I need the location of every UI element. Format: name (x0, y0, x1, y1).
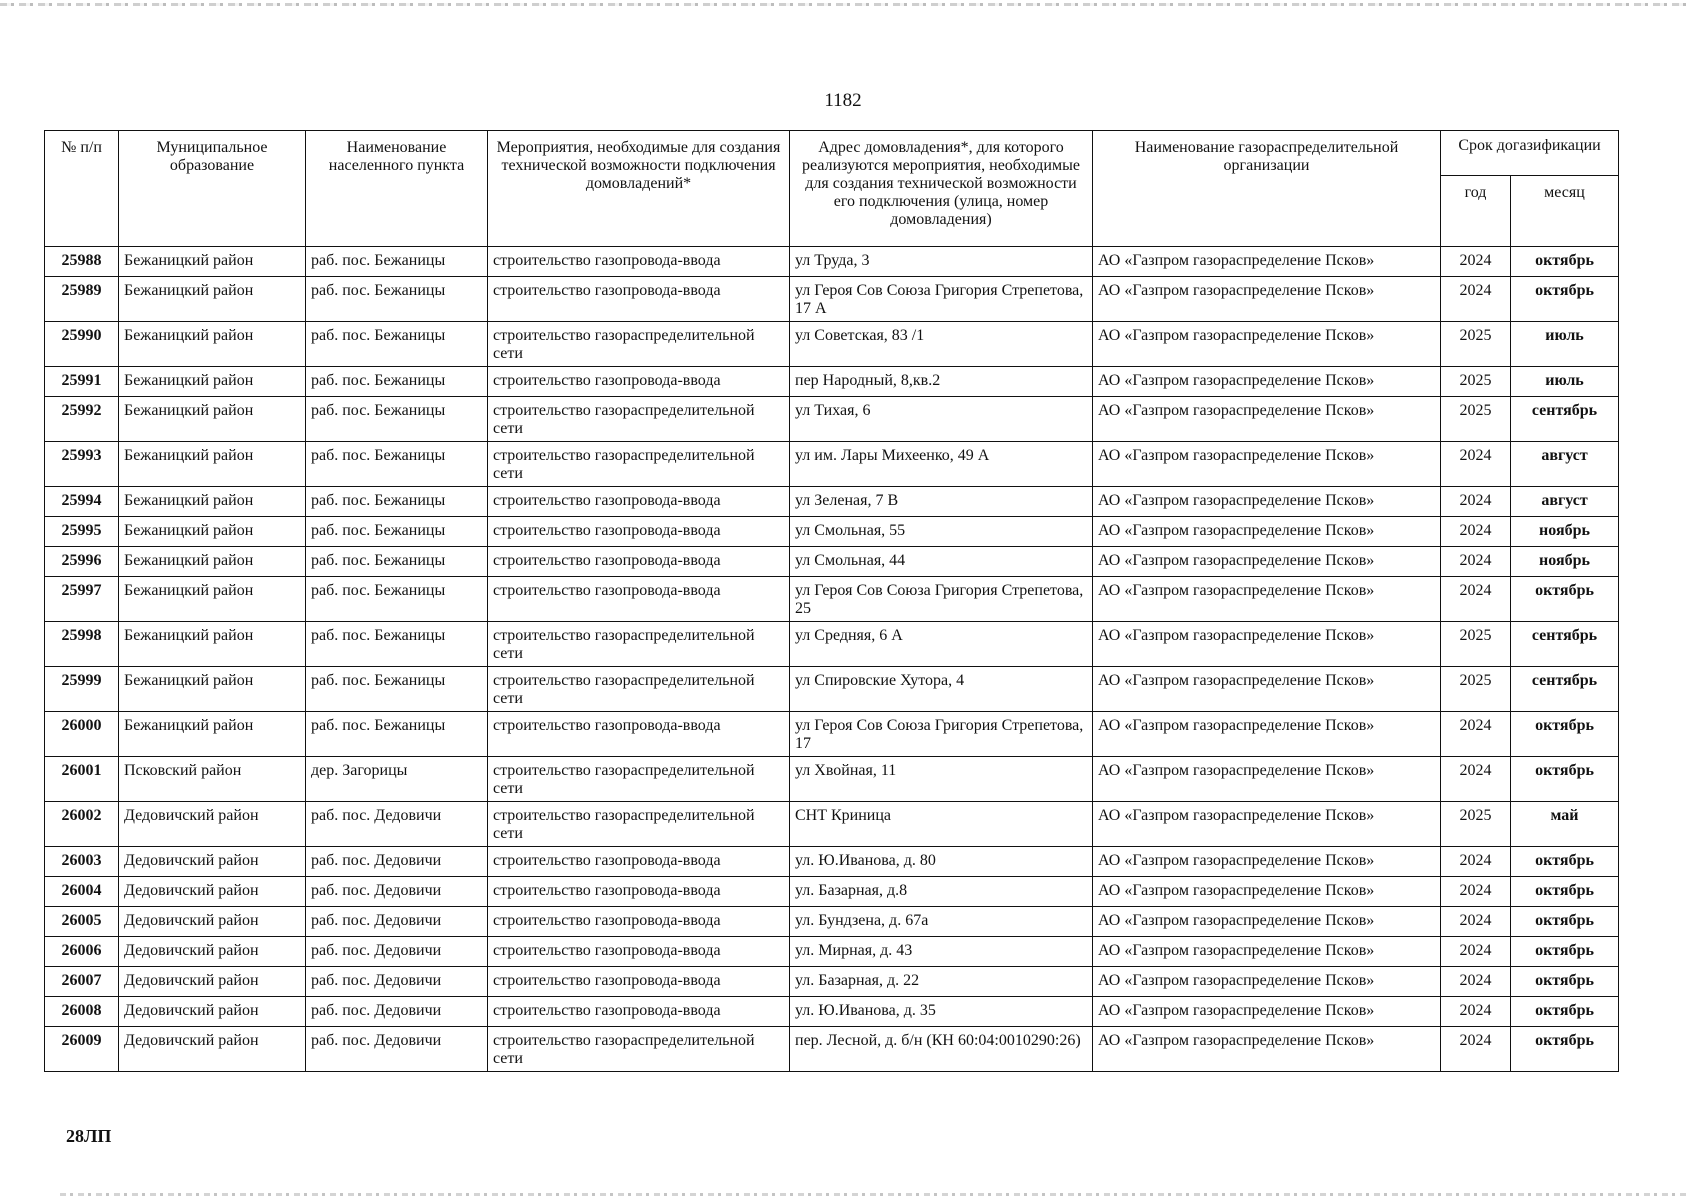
cell-municipality: Бежаницкий район (119, 322, 306, 367)
cell-measure: строительство газопровода-ввода (488, 247, 790, 277)
header-year: год (1441, 176, 1511, 247)
table-header (45, 131, 1619, 247)
table-row (45, 442, 1619, 487)
cell-measure: строительство газопровода-ввода (488, 907, 790, 937)
cell-settlement: раб. пос. Бежаницы (306, 712, 488, 757)
cell-month: сентябрь (1511, 397, 1619, 442)
cell-settlement: раб. пос. Дедовичи (306, 802, 488, 847)
cell-num: 25995 (45, 517, 119, 547)
cell-settlement: раб. пос. Бежаницы (306, 622, 488, 667)
cell-municipality: Бежаницкий район (119, 442, 306, 487)
cell-num: 26009 (45, 1027, 119, 1072)
header-organization: Наименование газораспределительной организации (1093, 131, 1441, 247)
cell-month: октябрь (1511, 877, 1619, 907)
cell-month: июль (1511, 322, 1619, 367)
cell-address: ул. Ю.Иванова, д. 80 (790, 847, 1093, 877)
cell-measure: строительство газопровода-ввода (488, 712, 790, 757)
table-row (45, 622, 1619, 667)
header-settlement: Наименование населенного пункта (306, 131, 488, 247)
cell-year: 2024 (1441, 997, 1511, 1027)
cell-organization: АО «Газпром газораспределение Псков» (1093, 397, 1441, 442)
scan-edge-top (0, 3, 1686, 6)
cell-organization: АО «Газпром газораспределение Псков» (1093, 322, 1441, 367)
cell-year: 2025 (1441, 397, 1511, 442)
cell-num: 25991 (45, 367, 119, 397)
cell-settlement: раб. пос. Бежаницы (306, 367, 488, 397)
cell-settlement: раб. пос. Бежаницы (306, 277, 488, 322)
table-row (45, 247, 1619, 277)
table-row (45, 877, 1619, 907)
header-municipality: Муниципальное образование (119, 131, 306, 247)
cell-settlement: раб. пос. Бежаницы (306, 517, 488, 547)
cell-measure: строительство газопровода-ввода (488, 967, 790, 997)
cell-address: ул им. Лары Михеенко, 49 А (790, 442, 1093, 487)
cell-organization: АО «Газпром газораспределение Псков» (1093, 577, 1441, 622)
cell-year: 2024 (1441, 487, 1511, 517)
cell-municipality: Дедовичский район (119, 937, 306, 967)
cell-measure: строительство газораспределительной сети (488, 802, 790, 847)
cell-num: 25994 (45, 487, 119, 517)
cell-measure: строительство газораспределительной сети (488, 757, 790, 802)
cell-measure: строительство газопровода-ввода (488, 547, 790, 577)
cell-address: СНТ Криница (790, 802, 1093, 847)
cell-organization: АО «Газпром газораспределение Псков» (1093, 937, 1441, 967)
table-row (45, 997, 1619, 1027)
cell-measure: строительство газопровода-ввода (488, 517, 790, 547)
cell-settlement: раб. пос. Дедовичи (306, 997, 488, 1027)
cell-address: ул Труда, 3 (790, 247, 1093, 277)
cell-organization: АО «Газпром газораспределение Псков» (1093, 547, 1441, 577)
cell-municipality: Бежаницкий район (119, 247, 306, 277)
cell-municipality: Бежаницкий район (119, 622, 306, 667)
cell-year: 2024 (1441, 1027, 1511, 1072)
cell-municipality: Псковский район (119, 757, 306, 802)
header-address: Адрес домовладения*, для которого реализуются мероприятия, необходимые для создания технической возможности его подключения (улица, номер домовладения) (790, 131, 1093, 247)
cell-settlement: раб. пос. Бежаницы (306, 247, 488, 277)
table-row (45, 367, 1619, 397)
cell-month: октябрь (1511, 277, 1619, 322)
table-row (45, 847, 1619, 877)
cell-municipality: Бежаницкий район (119, 487, 306, 517)
cell-month: сентябрь (1511, 667, 1619, 712)
header-measures: Мероприятия, необходимые для создания технической возможности подключения домовладений* (488, 131, 790, 247)
cell-num: 26000 (45, 712, 119, 757)
cell-settlement: раб. пос. Дедовичи (306, 967, 488, 997)
cell-municipality: Дедовичский район (119, 847, 306, 877)
cell-measure: строительство газопровода-ввода (488, 877, 790, 907)
cell-municipality: Бежаницкий район (119, 397, 306, 442)
cell-num: 25990 (45, 322, 119, 367)
cell-address: ул. Бундзена, д. 67а (790, 907, 1093, 937)
cell-measure: строительство газораспределительной сети (488, 322, 790, 367)
cell-year: 2024 (1441, 547, 1511, 577)
cell-settlement: раб. пос. Бежаницы (306, 667, 488, 712)
table-row (45, 757, 1619, 802)
cell-measure: строительство газораспределительной сети (488, 397, 790, 442)
cell-num: 26001 (45, 757, 119, 802)
cell-organization: АО «Газпром газораспределение Псков» (1093, 997, 1441, 1027)
cell-num: 25999 (45, 667, 119, 712)
cell-month: октябрь (1511, 757, 1619, 802)
cell-address: ул Героя Сов Союза Григория Стрепетова, 17 А (790, 277, 1093, 322)
cell-address: пер. Лесной, д. б/н (КН 60:04:0010290:26) (790, 1027, 1093, 1072)
header-num: № п/п (45, 131, 119, 247)
cell-month: октябрь (1511, 997, 1619, 1027)
table-body (45, 247, 1619, 1072)
cell-municipality: Дедовичский район (119, 967, 306, 997)
cell-month: июль (1511, 367, 1619, 397)
cell-address: ул Смольная, 44 (790, 547, 1093, 577)
table-row (45, 547, 1619, 577)
page-number: 1182 (824, 90, 862, 111)
cell-num: 25996 (45, 547, 119, 577)
table-row (45, 322, 1619, 367)
cell-measure: строительство газопровода-ввода (488, 367, 790, 397)
cell-month: август (1511, 487, 1619, 517)
table-row (45, 397, 1619, 442)
cell-num: 26002 (45, 802, 119, 847)
cell-month: август (1511, 442, 1619, 487)
cell-settlement: раб. пос. Бежаницы (306, 322, 488, 367)
cell-year: 2025 (1441, 322, 1511, 367)
cell-year: 2024 (1441, 442, 1511, 487)
header-term: Срок догазификации (1441, 131, 1619, 176)
cell-num: 25998 (45, 622, 119, 667)
cell-year: 2025 (1441, 367, 1511, 397)
cell-address: пер Народный, 8,кв.2 (790, 367, 1093, 397)
cell-organization: АО «Газпром газораспределение Псков» (1093, 757, 1441, 802)
cell-organization: АО «Газпром газораспределение Псков» (1093, 487, 1441, 517)
table-row (45, 712, 1619, 757)
cell-municipality: Дедовичский район (119, 997, 306, 1027)
cell-num: 25989 (45, 277, 119, 322)
cell-year: 2025 (1441, 802, 1511, 847)
cell-address: ул. Мирная, д. 43 (790, 937, 1093, 967)
table-row (45, 802, 1619, 847)
cell-year: 2024 (1441, 757, 1511, 802)
cell-month: октябрь (1511, 1027, 1619, 1072)
cell-municipality: Дедовичский район (119, 1027, 306, 1072)
cell-address: ул Средняя, 6 А (790, 622, 1093, 667)
cell-measure: строительство газопровода-ввода (488, 577, 790, 622)
cell-measure: строительство газопровода-ввода (488, 997, 790, 1027)
cell-measure: строительство газораспределительной сети (488, 622, 790, 667)
cell-organization: АО «Газпром газораспределение Псков» (1093, 442, 1441, 487)
cell-address: ул Зеленая, 7 В (790, 487, 1093, 517)
header-month: месяц (1511, 176, 1619, 247)
table-row (45, 907, 1619, 937)
cell-organization: АО «Газпром газораспределение Псков» (1093, 712, 1441, 757)
cell-num: 26005 (45, 907, 119, 937)
cell-month: сентябрь (1511, 622, 1619, 667)
cell-organization: АО «Газпром газораспределение Псков» (1093, 277, 1441, 322)
cell-address: ул Героя Сов Союза Григория Стрепетова, 17 (790, 712, 1093, 757)
cell-year: 2025 (1441, 622, 1511, 667)
cell-organization: АО «Газпром газораспределение Псков» (1093, 667, 1441, 712)
cell-organization: АО «Газпром газораспределение Псков» (1093, 847, 1441, 877)
cell-municipality: Бежаницкий район (119, 667, 306, 712)
cell-measure: строительство газораспределительной сети (488, 667, 790, 712)
cell-settlement: раб. пос. Дедовичи (306, 937, 488, 967)
cell-measure: строительство газопровода-ввода (488, 487, 790, 517)
cell-address: ул Смольная, 55 (790, 517, 1093, 547)
cell-settlement: раб. пос. Бежаницы (306, 577, 488, 622)
cell-month: октябрь (1511, 577, 1619, 622)
cell-year: 2024 (1441, 937, 1511, 967)
cell-measure: строительство газораспределительной сети (488, 1027, 790, 1072)
cell-address: ул Героя Сов Союза Григория Стрепетова, 25 (790, 577, 1093, 622)
cell-organization: АО «Газпром газораспределение Псков» (1093, 622, 1441, 667)
cell-month: октябрь (1511, 967, 1619, 997)
cell-month: октябрь (1511, 907, 1619, 937)
cell-year: 2024 (1441, 877, 1511, 907)
cell-num: 26004 (45, 877, 119, 907)
cell-year: 2024 (1441, 712, 1511, 757)
cell-settlement: раб. пос. Дедовичи (306, 847, 488, 877)
cell-month: ноябрь (1511, 547, 1619, 577)
cell-year: 2024 (1441, 967, 1511, 997)
cell-num: 26006 (45, 937, 119, 967)
table-row (45, 517, 1619, 547)
cell-year: 2024 (1441, 247, 1511, 277)
table-row (45, 967, 1619, 997)
table-row (45, 667, 1619, 712)
cell-municipality: Дедовичский район (119, 877, 306, 907)
cell-organization: АО «Газпром газораспределение Псков» (1093, 367, 1441, 397)
cell-year: 2024 (1441, 517, 1511, 547)
cell-month: октябрь (1511, 937, 1619, 967)
cell-num: 25993 (45, 442, 119, 487)
gasification-table (44, 130, 1619, 1072)
cell-month: октябрь (1511, 847, 1619, 877)
cell-organization: АО «Газпром газораспределение Псков» (1093, 247, 1441, 277)
cell-organization: АО «Газпром газораспределение Псков» (1093, 802, 1441, 847)
cell-municipality: Бежаницкий район (119, 517, 306, 547)
cell-address: ул Советская, 83 /1 (790, 322, 1093, 367)
cell-municipality: Бежаницкий район (119, 547, 306, 577)
cell-settlement: раб. пос. Дедовичи (306, 1027, 488, 1072)
cell-settlement: раб. пос. Дедовичи (306, 907, 488, 937)
scan-edge-bottom (60, 1193, 1686, 1196)
cell-measure: строительство газопровода-ввода (488, 277, 790, 322)
cell-address: ул. Базарная, д.8 (790, 877, 1093, 907)
table-row (45, 487, 1619, 517)
cell-settlement: раб. пос. Бежаницы (306, 397, 488, 442)
cell-num: 26008 (45, 997, 119, 1027)
cell-municipality: Дедовичский район (119, 802, 306, 847)
cell-municipality: Бежаницкий район (119, 712, 306, 757)
cell-address: ул Тихая, 6 (790, 397, 1093, 442)
table-row (45, 1027, 1619, 1072)
cell-year: 2024 (1441, 847, 1511, 877)
cell-municipality: Дедовичский район (119, 907, 306, 937)
cell-settlement: раб. пос. Бежаницы (306, 442, 488, 487)
cell-municipality: Бежаницкий район (119, 577, 306, 622)
cell-organization: АО «Газпром газораспределение Псков» (1093, 1027, 1441, 1072)
cell-organization: АО «Газпром газораспределение Псков» (1093, 967, 1441, 997)
cell-settlement: раб. пос. Бежаницы (306, 487, 488, 517)
cell-month: октябрь (1511, 247, 1619, 277)
cell-municipality: Бежаницкий район (119, 277, 306, 322)
cell-address: ул Спировские Хутора, 4 (790, 667, 1093, 712)
footer-code: 28ЛП (66, 1126, 112, 1146)
cell-num: 25988 (45, 247, 119, 277)
cell-year: 2024 (1441, 907, 1511, 937)
cell-year: 2025 (1441, 667, 1511, 712)
cell-num: 26007 (45, 967, 119, 997)
cell-municipality: Бежаницкий район (119, 367, 306, 397)
table-row (45, 577, 1619, 622)
cell-month: октябрь (1511, 712, 1619, 757)
cell-num: 25992 (45, 397, 119, 442)
cell-year: 2024 (1441, 277, 1511, 322)
cell-organization: АО «Газпром газораспределение Псков» (1093, 517, 1441, 547)
cell-settlement: раб. пос. Бежаницы (306, 547, 488, 577)
table-row (45, 277, 1619, 322)
table-row (45, 937, 1619, 967)
cell-organization: АО «Газпром газораспределение Псков» (1093, 907, 1441, 937)
cell-num: 25997 (45, 577, 119, 622)
cell-address: ул. Базарная, д. 22 (790, 967, 1093, 997)
cell-address: ул. Ю.Иванова, д. 35 (790, 997, 1093, 1027)
cell-organization: АО «Газпром газораспределение Псков» (1093, 877, 1441, 907)
cell-measure: строительство газопровода-ввода (488, 847, 790, 877)
cell-settlement: дер. Загорицы (306, 757, 488, 802)
cell-month: ноябрь (1511, 517, 1619, 547)
cell-measure: строительство газораспределительной сети (488, 442, 790, 487)
cell-month: май (1511, 802, 1619, 847)
cell-settlement: раб. пос. Дедовичи (306, 877, 488, 907)
cell-year: 2024 (1441, 577, 1511, 622)
cell-address: ул Хвойная, 11 (790, 757, 1093, 802)
cell-measure: строительство газопровода-ввода (488, 937, 790, 967)
cell-num: 26003 (45, 847, 119, 877)
